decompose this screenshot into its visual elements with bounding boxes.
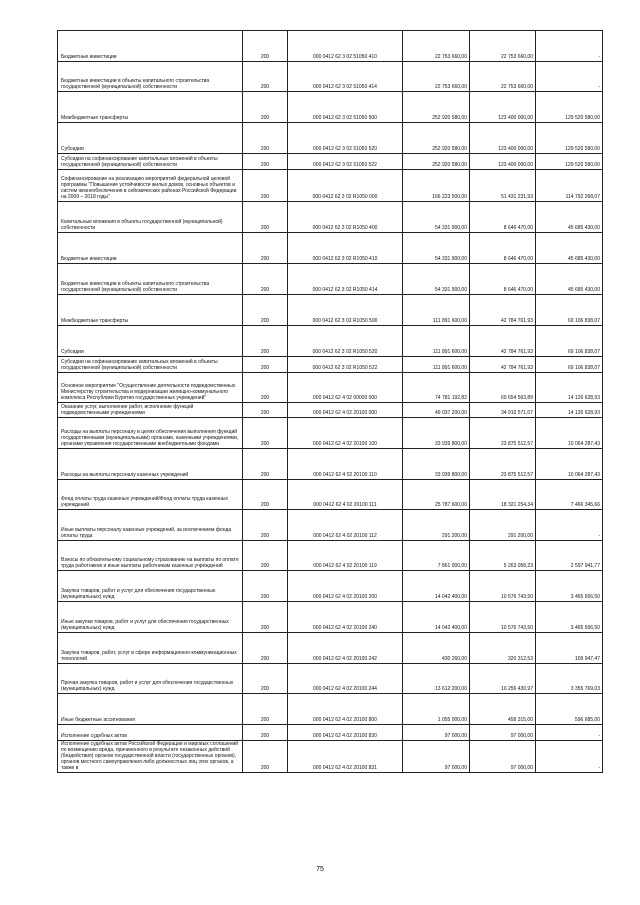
row-name: Взносы по обязательному социальному страхованию на выплаты по оплате труда работников и иные выплаты работникам казенных учреждений [58,541,243,571]
row-unexecuted-amount: 45 685 430,00 [536,233,603,264]
row-budget-code: 000 0412 62 4 02 00000 000 [288,373,403,403]
row-name: Бюджетные инвестиции [58,233,243,264]
page-number: 75 [316,866,324,873]
row-name: Бюджетные инвестиции в объекты капитального строительства государственной (муниципальной) собственности [58,264,243,295]
row-unexecuted-amount: 14 126 628,93 [536,373,603,403]
row-line-code: 200 [243,62,288,92]
row-executed-amount: 458 315,00 [470,694,536,725]
row-budget-code: 000 0412 62 4 02 20100 100 [288,418,403,449]
budget-execution-table [57,30,602,773]
row-unexecuted-amount: 45 685 430,00 [536,264,603,295]
row-unexecuted-amount: 7 466 345,66 [536,480,603,510]
row-unexecuted-amount: 3 355 769,03 [536,664,603,694]
row-approved-amount: 430 260,00 [403,633,470,664]
row-approved-amount: 252 920 580,00 [403,92,470,123]
row-budget-code: 000 0412 62 3 02 R1050 410 [288,233,403,264]
row-budget-code: 000 0412 62 3 02 R1050 500 [288,295,403,326]
row-line-code: 200 [243,403,288,418]
row-budget-code: 000 0412 62 4 02 20100 000 [288,403,403,418]
row-name: Оказание услуг, выполнение работ, исполнение функций подведомственными учреждениями [58,403,243,418]
row-approved-amount: 49 037 200,00 [403,403,470,418]
row-approved-amount: 111 891 600,00 [403,295,470,326]
row-executed-amount: 23 875 512,57 [470,418,536,449]
table-row [58,31,603,62]
row-line-code: 200 [243,295,288,326]
row-executed-amount: 8 646 470,00 [470,264,536,295]
table-row [58,326,603,357]
row-budget-code: 000 0412 62 4 02 20100 800 [288,694,403,725]
row-name: Субсидии на софинансирование капитальных вложений в объекты государственной (муниципальной) собственности [58,154,243,170]
row-budget-code: 000 0412 62 3 02 51050 522 [288,154,403,170]
row-line-code: 200 [243,418,288,449]
row-executed-amount: 42 784 761,93 [470,357,536,373]
row-approved-amount: 33 939 800,00 [403,449,470,480]
row-executed-amount: 123 400 000,00 [470,92,536,123]
row-approved-amount: 13 612 200,00 [403,664,470,694]
table-row [58,373,603,403]
row-approved-amount: 1 055 000,00 [403,694,470,725]
row-budget-code: 000 0412 62 3 02 R1050 400 [288,202,403,233]
table-row [58,357,603,373]
row-approved-amount: 33 939 800,00 [403,418,470,449]
table-row [58,264,603,295]
row-line-code: 200 [243,664,288,694]
row-unexecuted-amount: 129 520 580,00 [536,123,603,154]
row-executed-amount: 97 000,00 [470,725,536,741]
table-row [58,510,603,541]
row-name: Субсидии [58,123,243,154]
row-line-code: 200 [243,233,288,264]
row-unexecuted-amount: 14 126 628,93 [536,403,603,418]
row-budget-code: 000 0412 62 3 02 R1050 522 [288,357,403,373]
row-name: Исполнение судебных актов Российской Федерации и мировых соглашений по возмещению вреда, причиненного в результате незаконных действий (бездействия) органов государственной власти (государственных органов), органов местного самоуправления либо должностных лиц этих органов, а также в [58,741,243,773]
row-name: Капитальные вложения в объекты государственной (муниципальной) собственности [58,202,243,233]
row-unexecuted-amount: 596 685,00 [536,694,603,725]
row-executed-amount: 42 784 761,93 [470,295,536,326]
row-budget-code: 000 0412 62 3 02 R1050 520 [288,326,403,357]
row-approved-amount: 54 331 900,00 [403,202,470,233]
row-budget-code: 000 0412 62 4 02 20100 112 [288,510,403,541]
table-row [58,123,603,154]
row-approved-amount: 291 200,00 [403,510,470,541]
row-line-code: 200 [243,154,288,170]
row-line-code: 200 [243,373,288,403]
table-row [58,449,603,480]
row-budget-code: 000 0412 62 4 02 20100 240 [288,602,403,633]
row-executed-amount: 22 753 660,00 [470,62,536,92]
row-name: Иные закупки товаров, работ и услуг для обеспечения государственных (муниципальных) нужд [58,602,243,633]
table-row [58,62,603,92]
row-line-code: 200 [243,571,288,602]
table-row [58,571,603,602]
row-budget-code: 000 0412 62 3 02 51050 414 [288,62,403,92]
row-approved-amount: 111 891 600,00 [403,357,470,373]
table-row [58,92,603,123]
row-unexecuted-amount: 69 106 838,07 [536,326,603,357]
row-executed-amount: 42 784 761,93 [470,326,536,357]
row-unexecuted-amount: 3 465 656,50 [536,602,603,633]
row-unexecuted-amount: 69 106 838,07 [536,357,603,373]
row-line-code: 200 [243,123,288,154]
row-name: Расходы на выплаты персоналу в целях обеспечения выполнения функций государственными (муниципальными) органами, казенными учреждениями, органами управления государственными внебюджетными фондами [58,418,243,449]
row-approved-amount: 25 787 600,00 [403,480,470,510]
row-line-code: 200 [243,449,288,480]
row-approved-amount: 54 331 900,00 [403,264,470,295]
row-budget-code: 000 0412 62 4 02 20100 200 [288,571,403,602]
row-budget-code: 000 0412 62 4 02 20100 831 [288,741,403,773]
table-row [58,741,603,773]
row-name: Бюджетные инвестиции [58,31,243,62]
row-line-code: 200 [243,92,288,123]
row-line-code: 200 [243,202,288,233]
row-approved-amount: 97 000,00 [403,741,470,773]
row-unexecuted-amount: 45 685 430,00 [536,202,603,233]
row-line-code: 200 [243,633,288,664]
row-name: Межбюджетные трансферты [58,92,243,123]
row-executed-amount: 97 000,00 [470,741,536,773]
row-budget-code: 000 0412 62 3 02 51050 520 [288,123,403,154]
table-row [58,295,603,326]
row-line-code: 200 [243,510,288,541]
row-line-code: 200 [243,741,288,773]
row-line-code: 200 [243,541,288,571]
table-row [58,694,603,725]
row-executed-amount: 320 312,53 [470,633,536,664]
row-line-code: 200 [243,480,288,510]
row-budget-code: 000 0412 62 3 02 51050 500 [288,92,403,123]
table-row [58,202,603,233]
row-unexecuted-amount: 114 792 268,07 [536,170,603,202]
row-unexecuted-amount: 10 064 287,43 [536,449,603,480]
row-approved-amount: 22 753 660,00 [403,62,470,92]
row-line-code: 200 [243,264,288,295]
row-name: Софинансирование на реализацию мероприятий федеральной целевой программы "Повышение устойчивости жилых домов, основных объектов и систем жизнеобеспечения в сейсмических районах Российской Федерации на 2009 – 2018 годы" [58,170,243,202]
row-budget-code: 000 0412 62 4 02 20100 830 [288,725,403,741]
table-row [58,725,603,741]
table-row [58,403,603,418]
row-approved-amount: 252 920 580,00 [403,123,470,154]
row-budget-code: 000 0412 62 4 02 20100 110 [288,449,403,480]
row-unexecuted-amount: 129 520 580,00 [536,154,603,170]
row-budget-code: 000 0412 62 4 02 20100 119 [288,541,403,571]
row-budget-code: 000 0412 62 3 02 R1050 414 [288,264,403,295]
table-row [58,170,603,202]
row-unexecuted-amount: 69 106 838,07 [536,295,603,326]
table-row [58,233,603,264]
row-name: Иные бюджетные ассигнования [58,694,243,725]
row-executed-amount: 8 646 470,00 [470,233,536,264]
row-unexecuted-amount: 2 597 941,77 [536,541,603,571]
row-executed-amount: 10 256 430,97 [470,664,536,694]
row-line-code: 200 [243,326,288,357]
row-executed-amount: 10 576 743,50 [470,571,536,602]
row-line-code: 200 [243,694,288,725]
row-executed-amount: 123 400 000,00 [470,123,536,154]
row-approved-amount: 7 861 000,00 [403,541,470,571]
row-name: Закупка товаров, работ и услуг для обеспечения государственных (муниципальных) нужд [58,571,243,602]
row-executed-amount: 22 753 660,00 [470,31,536,62]
row-approved-amount: 54 331 900,00 [403,233,470,264]
row-name: Межбюджетные трансферты [58,295,243,326]
row-unexecuted-amount: - [536,725,603,741]
row-line-code: 200 [243,602,288,633]
row-name: Прочая закупка товаров, работ и услуг для обеспечения государственных (муниципальных) нужд [58,664,243,694]
row-unexecuted-amount: 109 947,47 [536,633,603,664]
row-budget-code: 000 0412 62 4 02 20100 111 [288,480,403,510]
row-unexecuted-amount: 129 520 580,00 [536,92,603,123]
row-approved-amount: 22 753 660,00 [403,31,470,62]
row-executed-amount: 10 576 743,50 [470,602,536,633]
row-name: Субсидии [58,326,243,357]
row-approved-amount: 166 223 500,00 [403,170,470,202]
row-executed-amount: 60 654 563,89 [470,373,536,403]
row-executed-amount: 5 263 058,23 [470,541,536,571]
row-line-code: 200 [243,357,288,373]
row-unexecuted-amount: - [536,31,603,62]
row-approved-amount: 74 781 192,82 [403,373,470,403]
table-row [58,418,603,449]
row-unexecuted-amount: - [536,510,603,541]
row-budget-code: 000 0412 62 3 02 R1050 000 [288,170,403,202]
row-name: Закупка товаров, работ, услуг в сфере информационно-коммуникационных технологий [58,633,243,664]
row-executed-amount: 291 200,00 [470,510,536,541]
table-row [58,633,603,664]
row-approved-amount: 252 920 580,00 [403,154,470,170]
row-unexecuted-amount: 3 465 656,50 [536,571,603,602]
table-row [58,664,603,694]
row-approved-amount: 111 891 600,00 [403,326,470,357]
row-executed-amount: 23 875 512,57 [470,449,536,480]
row-budget-code: 000 0412 62 4 02 20100 242 [288,633,403,664]
row-executed-amount: 18 321 254,34 [470,480,536,510]
row-name: Фонд оплаты труда казенных учреждений/Фонд оплаты труда казенных учреждений [58,480,243,510]
row-line-code: 200 [243,725,288,741]
row-name: Бюджетные инвестиции в объекты капитального строительства государственной (муниципальной) собственности [58,62,243,92]
row-budget-code: 000 0412 62 3 02 51050 410 [288,31,403,62]
row-executed-amount: 8 646 470,00 [470,202,536,233]
row-budget-code: 000 0412 62 4 02 20100 244 [288,664,403,694]
row-unexecuted-amount: - [536,62,603,92]
row-name: Субсидии на софинансирование капитальных вложений в объекты государственной (муниципальной) собственности [58,357,243,373]
row-executed-amount: 51 431 231,93 [470,170,536,202]
row-approved-amount: 14 042 400,00 [403,571,470,602]
row-approved-amount: 14 042 400,00 [403,602,470,633]
row-line-code: 200 [243,170,288,202]
row-approved-amount: 97 000,00 [403,725,470,741]
table-body [58,31,603,773]
table-row [58,541,603,571]
row-unexecuted-amount: 10 064 287,43 [536,418,603,449]
row-name: Основное мероприятие "Осуществление деятельности подведомственных Министерству строительства и модернизации жилищно-коммунального комплекса Республики Бурятия государственных учреждений" [58,373,243,403]
row-executed-amount: 123 400 000,00 [470,154,536,170]
row-line-code: 200 [243,31,288,62]
table-row [58,602,603,633]
row-name: Расходы на выплаты персоналу казенных учреждений [58,449,243,480]
row-unexecuted-amount: - [536,741,603,773]
table-row [58,154,603,170]
row-name: Иные выплаты персоналу казенных учреждений, за исключением фонда оплаты труда [58,510,243,541]
row-name: Исполнение судебных актов [58,725,243,741]
row-executed-amount: 34 910 571,07 [470,403,536,418]
table-row [58,480,603,510]
